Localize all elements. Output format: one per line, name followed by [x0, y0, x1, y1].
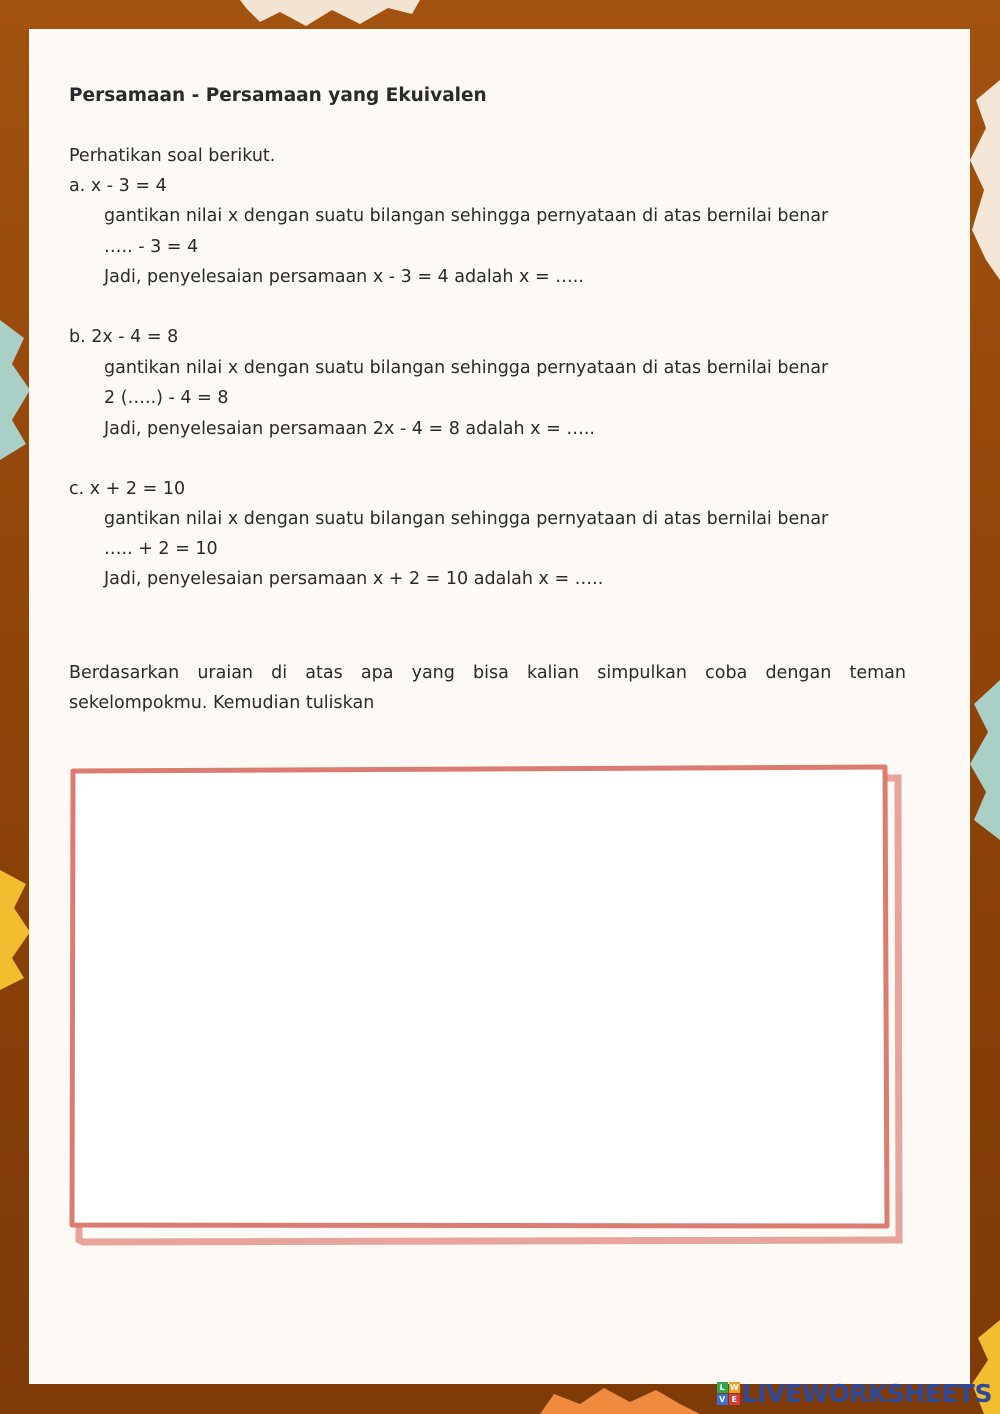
answer-box[interactable]	[67, 764, 903, 1249]
page-title: Persamaan - Persamaan yang Ekuivalen	[69, 85, 487, 106]
question-a-substitution: ….. - 3 = 4	[104, 237, 199, 257]
leaf-decoration-left-2	[0, 870, 32, 990]
conclusion-prompt: Berdasarkan uraian di atas apa yang bisa kalian simpulkan coba dengan teman sekelompokmu. Kemudian tuliskan	[69, 663, 906, 713]
leaf-decoration-right-1	[968, 80, 1000, 280]
liveworksheets-logo-icon: L W V E	[717, 1382, 740, 1405]
question-c-instruction: gantikan nilai x dengan suatu bilangan sehingga pernyataan di atas bernilai benar	[104, 509, 829, 529]
question-c-conclusion: Jadi, penyelesaian persamaan x + 2 = 10 adalah x = …..	[104, 569, 604, 589]
question-b-equation: b. 2x - 4 = 8	[69, 327, 179, 347]
question-c-equation: c. x + 2 = 10	[69, 479, 186, 499]
worksheet-page	[29, 29, 970, 1384]
question-b-conclusion: Jadi, penyelesaian persamaan 2x - 4 = 8 adalah x = …..	[104, 419, 595, 439]
question-c-substitution: ….. + 2 = 10	[104, 539, 218, 559]
question-a-conclusion: Jadi, penyelesaian persamaan x - 3 = 4 adalah x = …..	[104, 267, 584, 287]
liveworksheets-brand: LIVEWORKSHEETS	[741, 1379, 992, 1408]
question-b-instruction: gantikan nilai x dengan suatu bilangan sehingga pernyataan di atas bernilai benar	[104, 358, 829, 378]
leaf-decoration-top-right	[240, 0, 420, 30]
question-a-instruction: gantikan nilai x dengan suatu bilangan sehingga pernyataan di atas bernilai benar	[104, 206, 829, 226]
leaf-decoration-right-2	[968, 680, 1000, 840]
liveworksheets-footer	[717, 1379, 992, 1408]
question-b-substitution: 2 (…..) - 4 = 8	[104, 388, 229, 408]
question-a-equation: a. x - 3 = 4	[69, 176, 167, 196]
leaf-decoration-left-1	[0, 320, 32, 460]
intro-text: Perhatikan soal berikut.	[69, 146, 276, 166]
leaf-decoration-bottom	[540, 1384, 700, 1414]
